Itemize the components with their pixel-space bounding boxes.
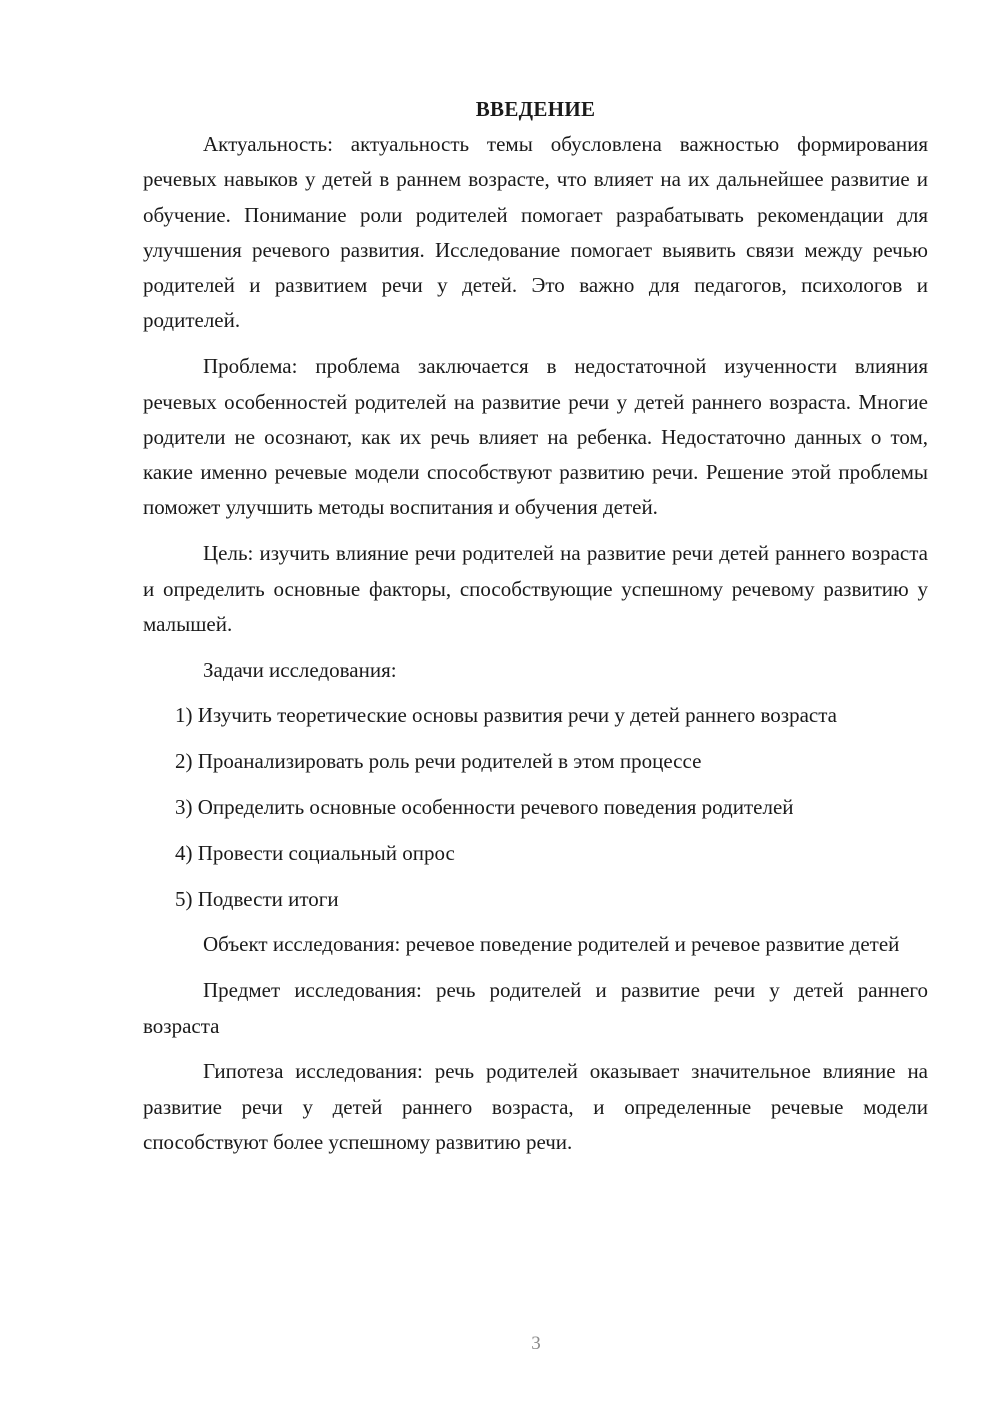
- relevance-paragraph: Актуальность: актуальность темы обусловлена важностью формирования речевых навыков у детей в раннем возрасте, что влияет на их дальнейшее развитие и обучение. Понимание роли родителей помогает разрабатывать рекомендации для улучшения речевого развития. Исследование помогает выявить связи между речью родителей и развитием речи у детей. Это важно для педагогов, психологов и родителей.: [143, 132, 928, 333]
- tasks-list: [143, 698, 928, 916]
- page-number: 3: [531, 1333, 541, 1354]
- list-item: 4) Провести социальный опрос: [175, 840, 455, 865]
- list-item: 1) Изучить теоретические основы развития речи у детей раннего возраста: [175, 703, 838, 728]
- tasks-heading: Задачи исследования:: [203, 657, 397, 682]
- section-title: ВВЕДЕНИЕ: [475, 97, 596, 121]
- hypothesis-paragraph: Гипотеза исследования: речь родителей оказывает значительное влияние на развитие речи у детей раннего возраста, и определенные речевые модели способствуют более успешному развитию речи.: [143, 1059, 928, 1154]
- object-paragraph: Объект исследования: речевое поведение родителей и речевое развитие детей: [203, 932, 900, 957]
- page-content: [143, 92, 928, 1160]
- subject-paragraph: Предмет исследования: речь родителей и развитие речи у детей раннего возраста: [143, 978, 928, 1038]
- list-item: 3) Определить основные особенности речевого поведения родителей: [175, 795, 794, 820]
- list-item: 2) Проанализировать роль речи родителей в этом процессе: [175, 749, 702, 774]
- list-item: 5) Подвести итоги: [175, 886, 339, 911]
- problem-paragraph: Проблема: проблема заключается в недостаточной изученности влияния речевых особенностей родителей на развитие речи у детей раннего возраста. Многие родители не осознают, как их речь влияет на ребенка. Недостаточно данных о том, какие именно речевые модели способствуют развитию речи. Решение этой проблемы поможет улучшить методы воспитания и обучения детей.: [143, 354, 928, 520]
- goal-paragraph: Цель: изучить влияние речи родителей на развитие речи детей раннего возраста и определить основные факторы, способствующие успешному речевому развитию у малышей.: [143, 541, 928, 636]
